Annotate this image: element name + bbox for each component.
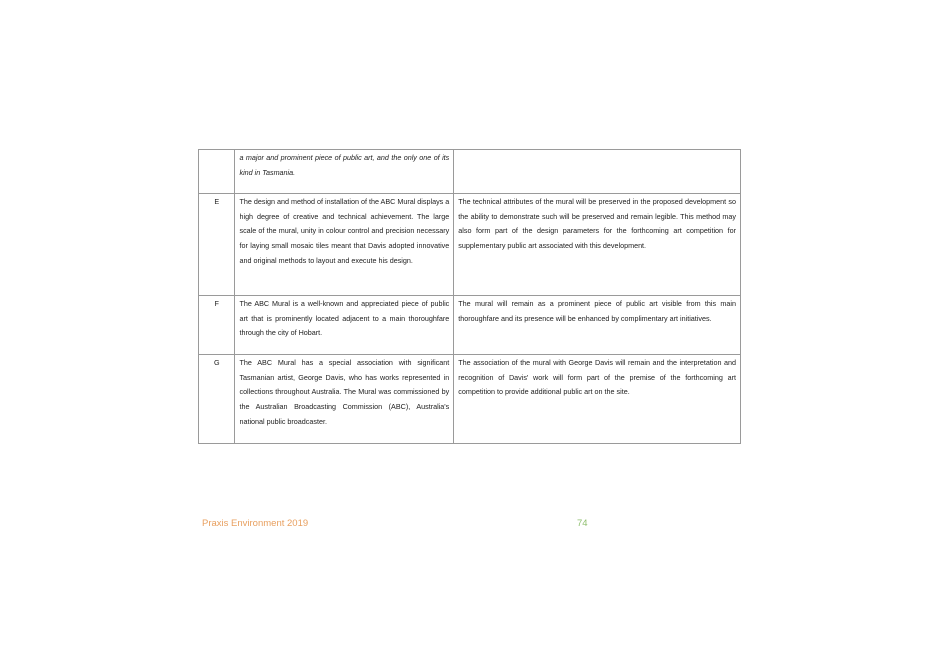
response-cell — [454, 150, 741, 194]
criteria-table — [198, 149, 741, 444]
criterion-id-cell: F — [199, 296, 235, 355]
table-row — [199, 296, 741, 355]
table-row — [199, 355, 741, 444]
response-cell: The association of the mural with George Davis will remain and the interpretation and recognition of Davis' work will form part of the premise of the forthcoming art competition to provide additional public art on the site. — [454, 355, 741, 444]
table-row — [199, 150, 741, 194]
response-cell: The mural will remain as a prominent piece of public art visible from this main thoroughfare and its presence will be enhanced by complimentary art initiatives. — [454, 296, 741, 355]
significance-cell: a major and prominent piece of public art, and the only one of its kind in Tasmania. — [235, 150, 454, 194]
response-cell: The technical attributes of the mural will be preserved in the proposed development so the ability to demonstrate such will be preserved and remain legible. This method may also form part of the design parameters for the forthcoming art competition for supplementary public art associated with this development. — [454, 194, 741, 296]
significance-cell: The ABC Mural has a special association with significant Tasmanian artist, George Davis, who has works represented in collections throughout Australia. The Mural was commissioned by the Australian Broadcasting Commission (ABC), Australia's national public broadcaster. — [235, 355, 454, 444]
significance-cell: The ABC Mural is a well-known and appreciated piece of public art that is prominently located adjacent to a main thoroughfare through the city of Hobart. — [235, 296, 454, 355]
footer-organisation: Praxis Environment 2019 — [202, 518, 309, 529]
table-row — [199, 194, 741, 296]
criterion-id-cell: E — [199, 194, 235, 296]
criterion-id-cell — [199, 150, 235, 194]
criterion-id-cell: G — [199, 355, 235, 444]
significance-cell: The design and method of installation of the ABC Mural displays a high degree of creative and technical achievement. The large scale of the mural, unity in colour control and precision necessary for laying small mosaic tiles meant that Davis adopted innovative and original methods to layout and execute his design. — [235, 194, 454, 296]
footer-page-number: 74 — [577, 518, 588, 529]
